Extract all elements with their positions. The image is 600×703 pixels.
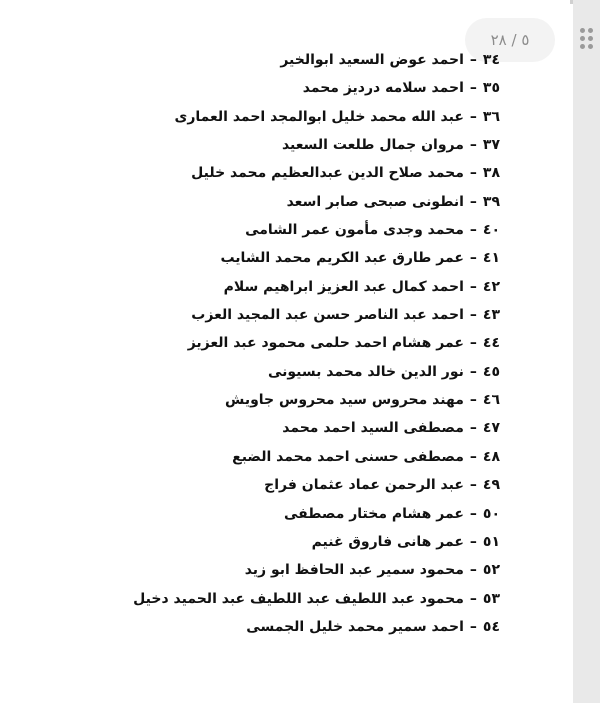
list-item	[80, 414, 500, 442]
row-number: ٤١	[482, 250, 500, 267]
list-item	[80, 500, 500, 528]
row-number: ٤٠	[482, 222, 500, 239]
row-dash: –	[469, 250, 477, 267]
row-name: محمد صلاح الدين عبدالعظيم محمد خليل	[191, 165, 464, 182]
list-item	[80, 188, 500, 216]
list-item	[80, 216, 500, 244]
row-dash: –	[469, 335, 477, 352]
row-dash: –	[469, 420, 477, 437]
row-name: محمد وجدى مأمون عمر الشامى	[245, 222, 464, 239]
row-dash: –	[469, 52, 477, 68]
list-item	[80, 585, 500, 613]
list-item	[80, 131, 500, 159]
row-dash: –	[469, 505, 477, 522]
row-dash: –	[469, 80, 477, 97]
row-name: عمر هشام احمد حلمى محمود عبد العزيز	[187, 335, 464, 352]
list-item	[80, 244, 500, 272]
list-item	[80, 301, 500, 329]
row-dash: –	[469, 193, 477, 210]
row-number: ٤٤	[482, 335, 500, 352]
row-name: مصطفى حسنى احمد محمد الضبع	[232, 448, 464, 465]
row-dash: –	[469, 562, 477, 579]
row-name: احمد عوض السعيد ابوالخير	[280, 52, 464, 68]
row-dash: –	[469, 165, 477, 182]
row-dash: –	[469, 448, 477, 465]
row-number: ٣٧	[482, 137, 500, 154]
row-number: ٣٤	[482, 52, 500, 68]
row-number: ٣٦	[482, 108, 500, 125]
row-name: مصطفى السيد احمد محمد	[282, 420, 464, 437]
page-counter: ٥ / ٢٨	[465, 18, 555, 62]
row-number: ٤٥	[482, 363, 500, 380]
row-name: احمد سلامه درديز محمد	[302, 80, 464, 97]
row-name: محمود عبد اللطيف عبد اللطيف عبد الحميد دخيل	[133, 590, 464, 607]
list-item	[80, 613, 500, 641]
list-item	[80, 358, 500, 386]
row-name: عمر طارق عبد الكريم محمد الشايب	[220, 250, 464, 267]
row-name: عمر هانى فاروق غنيم	[311, 533, 464, 550]
list-item	[80, 103, 500, 131]
row-dash: –	[469, 477, 477, 494]
row-number: ٥٤	[482, 618, 500, 635]
row-name: عبد الله محمد خليل ابوالمجد احمد العمارى	[174, 108, 464, 125]
row-number: ٣٥	[482, 80, 500, 97]
row-name: مهند محروس سيد محروس جاويش	[225, 392, 464, 409]
row-name: احمد سمير محمد خليل الجمسى	[246, 618, 464, 635]
row-number: ٥٢	[482, 562, 500, 579]
row-name: عبد الرحمن عماد عثمان فراج	[264, 477, 464, 494]
row-number: ٤٦	[482, 392, 500, 409]
list-item	[80, 273, 500, 301]
row-number: ٥٠	[482, 505, 500, 522]
more-dots-icon[interactable]	[580, 28, 600, 56]
list-item	[80, 528, 500, 556]
row-number: ٤٣	[482, 307, 500, 324]
row-name: احمد عبد الناصر حسن عبد المجيد العزب	[191, 307, 464, 324]
row-dash: –	[469, 278, 477, 295]
row-dash: –	[469, 222, 477, 239]
list-item	[80, 329, 500, 357]
row-name: عمر هشام مختار مصطفى	[284, 505, 464, 522]
names-list	[80, 46, 500, 641]
row-number: ٥٣	[482, 590, 500, 607]
row-number: ٤٧	[482, 420, 500, 437]
row-name: نور الدين خالد محمد بسيونى	[267, 363, 464, 380]
row-number: ٥١	[482, 533, 500, 550]
row-number: ٣٩	[482, 193, 500, 210]
row-dash: –	[469, 392, 477, 409]
row-dash: –	[469, 618, 477, 635]
list-item	[80, 386, 500, 414]
list-item	[80, 556, 500, 584]
row-number: ٤٩	[482, 477, 500, 494]
viewer-sidebar	[573, 0, 600, 703]
row-dash: –	[469, 363, 477, 380]
row-name: احمد كمال عبد العزيز ابراهيم سلام	[223, 278, 464, 295]
row-dash: –	[469, 137, 477, 154]
row-dash: –	[469, 590, 477, 607]
row-dash: –	[469, 533, 477, 550]
row-name: محمود سمير عبد الحافظ ابو زيد	[244, 562, 464, 579]
row-number: ٣٨	[482, 165, 500, 182]
row-number: ٤٨	[482, 448, 500, 465]
list-item	[80, 74, 500, 102]
row-number: ٤٢	[482, 278, 500, 295]
list-item	[80, 443, 500, 471]
row-name: انطونى صبحى صابر اسعد	[286, 193, 464, 210]
list-item	[80, 159, 500, 187]
row-dash: –	[469, 307, 477, 324]
list-item	[80, 46, 500, 74]
row-dash: –	[469, 108, 477, 125]
list-item	[80, 471, 500, 499]
row-name: مروان جمال طلعت السعيد	[281, 137, 464, 154]
